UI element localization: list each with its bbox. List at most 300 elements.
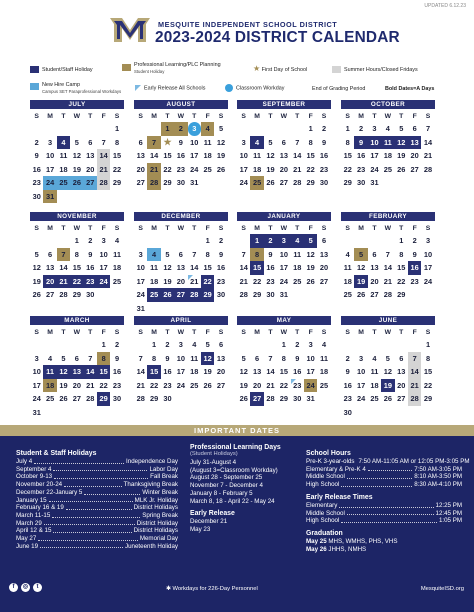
district-logo	[110, 12, 150, 46]
graduation-date: May 25	[306, 537, 327, 545]
weekday-label: T	[268, 225, 273, 232]
calendar-day: 12	[356, 263, 366, 272]
calendar-day: 5	[165, 249, 170, 259]
calendar-day: 27	[250, 392, 263, 406]
calendar-day: 26	[356, 290, 366, 299]
calendar-day: 16	[266, 263, 275, 272]
calendar-day: 21	[188, 275, 201, 289]
empty-day	[381, 338, 394, 352]
calendar-day: 8	[308, 137, 313, 147]
calendar-day: 29	[423, 394, 433, 403]
weekday-label: T	[88, 225, 93, 232]
calendar-day: 26	[59, 394, 68, 403]
month-days	[134, 223, 228, 315]
row-value: Juneteenth Holiday	[125, 542, 178, 550]
calendar-day: 5	[268, 137, 273, 147]
holidays-title: Student & Staff Holidays	[16, 450, 97, 457]
calendar-day: 16	[176, 151, 185, 160]
weekday-label: T	[295, 113, 300, 120]
text-line: March 8, 18 - April 22 - May 24	[190, 497, 275, 505]
legend-label: Student/Staff Holiday	[42, 66, 93, 73]
calendar-day: 2	[345, 353, 350, 363]
calendar-day: 11	[253, 151, 261, 160]
calendar-day: 24	[304, 379, 317, 393]
month-february	[341, 212, 435, 302]
empty-day	[237, 338, 250, 352]
calendar-day: 26	[70, 176, 83, 190]
weekday-label: W	[73, 329, 81, 336]
calendar-day: 20	[43, 275, 56, 289]
month-days	[237, 327, 331, 406]
calendar-day: 29	[343, 178, 352, 187]
empty-day	[43, 338, 56, 352]
month-days	[237, 223, 331, 302]
dotted-row	[16, 481, 178, 489]
weekday-label: S	[34, 329, 39, 336]
calendar-day: 26	[32, 290, 41, 299]
weekday-label: T	[165, 225, 170, 232]
calendar-day: 9	[88, 249, 93, 259]
calendar-day: 14	[59, 263, 68, 272]
dot-leader	[40, 543, 123, 549]
calendar-day: 13	[176, 263, 185, 272]
calendar-day: 15	[306, 151, 315, 160]
calendar-day: 8	[205, 249, 210, 259]
weekday-label: T	[372, 113, 377, 120]
calendar-day: 1	[205, 236, 210, 245]
dotted-row	[306, 510, 462, 518]
calendar-day: 19	[203, 367, 212, 376]
empty-day	[250, 338, 263, 352]
legend-swatch	[30, 83, 39, 90]
calendar-day: 25	[370, 394, 379, 403]
weekday-label: S	[241, 225, 246, 232]
legend-first-day	[253, 66, 307, 74]
legend-end-grading	[312, 86, 365, 93]
calendar-day: 22	[70, 275, 83, 289]
calendar-day: 12	[395, 136, 408, 150]
calendar-day: 29	[279, 394, 288, 403]
calendar-day: 8	[114, 137, 120, 147]
calendar-day: 10	[279, 249, 288, 259]
month-title: SEPTEMBER	[237, 100, 331, 109]
calendar-day: 18	[203, 151, 212, 160]
calendar-day: 6	[74, 353, 79, 363]
legend-label: New Hire Camp	[42, 82, 81, 88]
month-days	[30, 223, 124, 302]
calendar-day: 22	[201, 275, 214, 289]
calendar-day: 23	[112, 380, 122, 390]
calendar-day: 20	[136, 164, 145, 174]
calendar-day: 26	[216, 164, 226, 174]
calendar-day: 2	[321, 124, 327, 133]
text-line: November 7 - December 4	[190, 482, 263, 490]
calendar-day: 24	[370, 164, 379, 174]
legend-student-staff-holiday	[30, 66, 93, 73]
calendar-day: 29	[163, 178, 172, 187]
calendar-day: 5	[61, 353, 66, 363]
triangle-icon	[135, 85, 141, 91]
calendar-day: 17	[239, 164, 248, 174]
text-line: December 21	[190, 518, 228, 526]
calendar-day: 4	[147, 248, 160, 262]
calendar-day: 16	[32, 164, 41, 174]
calendar-day: 10	[136, 263, 145, 272]
calendar-day: 27	[136, 178, 145, 187]
calendar-day: 5	[218, 124, 224, 133]
calendar-day: 2	[114, 340, 120, 349]
calendar-day: 12	[163, 263, 172, 272]
row-label: Pre-K 3-year-olds	[306, 458, 355, 465]
calendar-day: 11	[370, 367, 379, 376]
month-april	[134, 316, 228, 406]
calendar-day: 19	[381, 379, 394, 393]
circle-icon	[225, 84, 233, 92]
calendar-day: 13	[45, 263, 55, 272]
calendar-day: 11	[343, 263, 352, 272]
calendar-day: 22	[252, 276, 262, 286]
weekday-label: F	[412, 113, 417, 120]
calendar-day: 24	[32, 394, 41, 403]
weekday-label: S	[138, 329, 143, 336]
website-link[interactable]: MesquiteISD.org	[420, 586, 464, 592]
calendar-day: 7	[425, 124, 431, 133]
calendar-day: 7	[241, 249, 246, 259]
twitter-icon[interactable]: t	[33, 583, 42, 592]
month-title: DECEMBER	[134, 212, 228, 221]
calendar-day: 3	[178, 340, 183, 349]
dotted-row	[306, 502, 462, 510]
calendar-day: 28	[266, 394, 275, 403]
calendar-day: 20	[252, 380, 262, 390]
calendar-day: 9	[295, 353, 300, 363]
weekday-label: S	[114, 329, 120, 336]
calendar-day: 7	[192, 249, 197, 259]
calendar-day: 12	[72, 151, 81, 160]
row-label: May 27	[16, 535, 37, 543]
row-value: Thanksgiving Break	[123, 481, 178, 489]
calendar-day: 6	[412, 124, 417, 133]
calendar-day: 17	[190, 151, 199, 160]
empty-day	[188, 234, 201, 248]
calendar-day: 22	[279, 380, 288, 390]
empty-day	[291, 122, 304, 136]
row-value: 12:25 PM	[435, 501, 462, 509]
calendar-day: 3	[425, 236, 431, 245]
calendar-day: 23	[291, 379, 304, 393]
calendar-day: 6	[138, 137, 143, 147]
dot-leader	[53, 466, 147, 472]
calendar-day: 7	[57, 248, 70, 262]
dot-leader	[84, 489, 140, 495]
row-label: Middle School	[306, 473, 345, 481]
legend-sublabel: Campus SET Paraprofessional Workdays	[42, 88, 122, 94]
calendar-day: 1	[250, 234, 263, 248]
calendar-day: 20	[279, 164, 288, 174]
graduation-date: May 26	[306, 545, 327, 553]
weekday-label: T	[192, 329, 197, 336]
weekday-label: T	[372, 329, 377, 336]
text-line: January 8 - February 5	[190, 489, 253, 497]
dot-leader	[53, 527, 131, 533]
calendar-day: 13	[397, 367, 406, 376]
text-line: July 31-August 4	[190, 459, 237, 466]
empty-day	[57, 338, 70, 352]
empty-day	[237, 122, 250, 136]
empty-day	[408, 338, 421, 352]
month-title: MARCH	[30, 316, 124, 325]
calendar-day: 3	[34, 353, 39, 363]
graduation-schools: MHS, WMHS, PHS, VHS	[328, 537, 398, 545]
calendar-day: 26	[161, 288, 174, 302]
calendar-day: 13	[70, 365, 83, 379]
calendar-day: 12	[306, 249, 315, 259]
month-days	[30, 111, 124, 203]
empty-day	[341, 234, 354, 248]
calendar-day: 4	[291, 234, 304, 248]
calendar-day: 21	[293, 164, 302, 174]
weekday-label: S	[218, 225, 224, 232]
pl-subtitle: (Student Holidays)	[190, 451, 238, 457]
calendar-day: 28	[293, 178, 302, 187]
calendar-day: 22	[397, 276, 406, 286]
calendar-day: 30	[32, 191, 41, 201]
calendar-day: 4	[385, 124, 390, 133]
calendar-day: 30	[293, 394, 302, 403]
weekday-label: F	[101, 225, 106, 232]
calendar-day: 19	[397, 151, 406, 160]
calendar-day: 27	[410, 164, 419, 174]
dotted-row	[16, 473, 178, 481]
calendar-day: 26	[383, 394, 392, 403]
calendar-day: 27	[72, 394, 81, 403]
legend-early-release	[135, 85, 205, 92]
calendar-day: 19	[163, 276, 172, 286]
weekday-label: W	[280, 113, 288, 120]
calendar-day: 12	[383, 367, 392, 376]
calendar-day: 26	[239, 394, 248, 403]
calendar-day: 26	[203, 380, 212, 390]
calendar-day: 22	[112, 164, 122, 174]
legend-label: First Day of School	[261, 67, 308, 73]
month-days	[341, 223, 435, 302]
calendar-day: 9	[268, 249, 273, 259]
calendar-day: 25	[112, 276, 122, 286]
weekday-label: S	[345, 225, 350, 232]
calendar-day: 20	[72, 380, 81, 390]
row-value: Independence Day	[126, 458, 178, 465]
star-icon: ★	[253, 64, 261, 73]
calendar-day: 15	[112, 151, 122, 160]
row-label: High School	[306, 481, 340, 489]
calendar-day: 24	[43, 176, 56, 190]
empty-day	[147, 122, 160, 136]
calendar-day: 25	[319, 380, 329, 390]
calendar-day: 17	[370, 151, 379, 160]
calendar-day: 6	[255, 353, 260, 363]
calendar-day: 31	[32, 407, 41, 417]
calendar-day: 29	[97, 392, 110, 406]
calendar-day: 23	[319, 164, 329, 174]
calendar-day: 19	[266, 164, 275, 174]
dot-leader	[347, 510, 434, 516]
weekday-label: M	[254, 329, 260, 336]
weekday-label: W	[384, 225, 392, 232]
weekday-label: T	[192, 225, 197, 232]
calendar-day: 18	[149, 276, 159, 286]
calendar-day: 26	[397, 164, 406, 174]
calendar-day: 27	[174, 288, 187, 302]
calendar-day: 18	[383, 151, 392, 160]
calendar-day: 1	[399, 236, 404, 245]
calendar-day: 4	[372, 353, 377, 363]
month-september	[237, 100, 331, 190]
row-value: 7:50 AM-11:05 AM or 12:05 PM-3:05 PM	[358, 458, 470, 465]
calendar-day: 25	[147, 288, 160, 302]
graduation-title: Graduation	[306, 529, 343, 537]
weekday-label: T	[61, 225, 66, 232]
row-label: July 4	[16, 458, 33, 465]
calendar-day: 7	[268, 353, 273, 363]
calendar-day: 28	[423, 164, 433, 174]
row-value: Fall Break	[150, 473, 178, 481]
dot-leader	[54, 473, 148, 479]
calendar-day: 11	[43, 365, 56, 379]
dotted-row	[16, 458, 178, 466]
updated-date: UPDATED 6.12.23	[424, 3, 466, 9]
empty-day	[30, 234, 43, 248]
calendar-day: 11	[190, 353, 199, 363]
dot-leader	[49, 497, 133, 503]
weekday-label: M	[254, 225, 260, 232]
calendar-day: 18	[190, 367, 199, 376]
text-line: (August 3=Classroom Workday)	[190, 466, 278, 474]
school-hours-title: School Hours	[306, 450, 351, 457]
month-may	[237, 316, 331, 406]
calendar-day: 10	[45, 151, 55, 160]
calendar-day: 19	[59, 380, 68, 390]
calendar-day: 18	[252, 164, 262, 174]
row-value: 1:05 PM	[438, 517, 462, 525]
calendar-day: 20	[370, 276, 379, 286]
instagram-icon[interactable]: ◎	[22, 584, 29, 590]
calendar-day: 3	[372, 124, 377, 133]
weekday-label: S	[425, 329, 431, 336]
calendar-day: 31	[306, 394, 315, 403]
weekday-label: F	[308, 113, 313, 120]
facebook-icon[interactable]: f	[9, 583, 18, 592]
calendar-day: 22	[343, 164, 352, 174]
calendar-day: 10	[32, 367, 41, 376]
calendar-day: 29	[112, 178, 122, 187]
calendar-day: 24	[97, 275, 110, 289]
calendar-day: 1	[74, 236, 79, 245]
row-label: Elementary & Pre-K 4	[306, 465, 366, 473]
calendar-day: 25	[190, 380, 199, 390]
calendar-day: 28	[97, 176, 110, 190]
weekday-label: T	[295, 225, 300, 232]
calendar-day: 1	[101, 340, 106, 349]
row-value: District Holidays	[133, 527, 178, 535]
calendar-day: 21	[136, 380, 145, 390]
early-release-title: Early Release	[190, 510, 235, 518]
empty-day	[354, 338, 367, 352]
calendar-day: 9	[165, 353, 170, 363]
graduation-line	[306, 546, 462, 554]
calendar-day: 19	[32, 276, 41, 286]
calendar-day: 29	[72, 290, 81, 299]
weekday-label: F	[101, 113, 106, 120]
calendar-day: 23	[163, 380, 172, 390]
calendar-day: 23	[343, 394, 352, 403]
calendar-day: 8	[281, 353, 286, 363]
calendar-day: 21	[147, 163, 160, 177]
row-label: February 16 & 19	[16, 504, 64, 512]
calendar-day: 30	[343, 407, 352, 417]
calendar-day: 25	[343, 290, 352, 299]
calendar-day: 14	[266, 367, 275, 376]
calendar-day: 7	[408, 352, 421, 366]
weekday-label: S	[34, 225, 39, 232]
weekday-label: S	[218, 113, 224, 120]
calendar-day: 16	[216, 263, 226, 272]
calendar-day: 28	[136, 394, 145, 403]
calendar-day: 2	[174, 122, 187, 136]
calendar-day: 22	[306, 164, 315, 174]
calendar-day: 6	[281, 137, 286, 147]
legend-label: End of Grading Period	[312, 86, 366, 92]
weekday-label: W	[384, 113, 392, 120]
calendar-day: 4	[250, 136, 263, 150]
calendar-day: 11	[203, 137, 212, 147]
weekday-label: S	[34, 113, 39, 120]
calendar-day: 17	[306, 367, 315, 376]
empty-day	[30, 122, 43, 136]
calendar-day: 5	[74, 137, 79, 147]
calendar-day: 25	[203, 164, 212, 174]
calendar-day: 17	[176, 367, 185, 376]
calendar-day: 14	[383, 263, 392, 272]
empty-day	[70, 338, 83, 352]
calendar-day: 24	[190, 164, 199, 174]
calendar-day: 31	[43, 190, 56, 204]
calendar-day: 17	[279, 263, 288, 272]
weekday-label: S	[138, 225, 143, 232]
calendar-day: 15	[97, 365, 110, 379]
calendar-day: 28	[383, 290, 392, 299]
row-label: April 12 & 15	[16, 527, 52, 535]
calendar-day: 16	[343, 380, 352, 390]
weekday-label: S	[321, 329, 327, 336]
calendar-day: 28	[188, 288, 201, 302]
calendar-day: 14	[97, 149, 110, 163]
calendar-day: 2	[165, 340, 170, 349]
legend-sublabel: Student Holiday	[134, 68, 165, 74]
calendar-day: 13	[370, 263, 379, 272]
calendar-day: 28	[147, 176, 160, 190]
calendar-day: 8	[152, 353, 157, 363]
calendar-day: 21	[423, 151, 433, 160]
month-title: MAY	[237, 316, 331, 325]
empty-day	[43, 122, 56, 136]
calendar-day: 4	[48, 353, 53, 363]
row-value: MLK Jr. Holiday	[134, 496, 178, 504]
calendar-day: 8	[345, 137, 350, 147]
weekday-label: W	[177, 225, 185, 232]
calendar-day: 29	[201, 288, 214, 302]
dot-leader	[52, 512, 140, 518]
calendar-day: 12	[57, 365, 70, 379]
